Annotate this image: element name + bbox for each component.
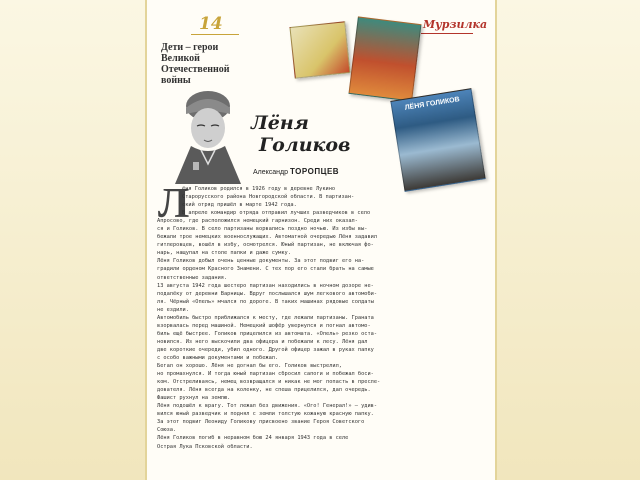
article-body [157,181,483,451]
article-line: ся и Голиков. В село партизаны ворвались поздно ночью. Из избы вы- [157,226,368,233]
article-line: гитлеровцев, вошёл в избу, осмотрелся. Юный партизан, не включая фо- [157,242,374,249]
magazine-name-rule [421,33,473,34]
book-cover-title [362,22,416,29]
article-line: Автомобиль быстро приближался к месту, где лежали партизаны. Граната [157,314,374,321]
article-line: ком. Отстреливаясь, немец возвращался и никак не мог попасть в преслe- [157,379,381,386]
page-number-rule [191,34,239,35]
article-line: Бегал он хорошо. Лёня не догнал бы его. Голиков выстрелил, [157,363,342,370]
article-line: В апреле командир отряда отправил лучших разведчиков в село [182,210,371,217]
article-line: ля. Чёрный «Опель» мчался по дороге. В таких машинах рядовые солдаты [157,298,374,305]
article-line: Апросово, где расположился немецкий гарнизон. Среди них оказал- [157,218,358,225]
right-background-frame [495,0,640,480]
section-title-line: войны [161,75,191,86]
article-line: ответственные задания. [157,274,228,281]
book-cover-title [295,27,341,32]
article-line: Лёня подошёл к врагу. Тот лежал без движения. «Ого! Генерал!» – удив- [157,403,378,410]
article-line: дователя. Лёня всегда на коленку, не спеша прицелился, дал очередь. [157,387,371,394]
book-cover-3 [390,88,485,192]
author-last-name: ТОРОПЦЕВ [289,167,340,176]
page-number: 14 [199,14,223,34]
article-line: две короткие очереди, убил одного. Другой офицер зажал в руках папку [157,346,374,353]
section-title-line: Отечественной [161,64,230,75]
article-line: 13 августа 1942 года шестеро партизан находились в ночном дозоре не- [157,282,374,289]
article-line: Союза. [157,427,177,434]
section-title-line: Дети – герои [161,42,219,53]
article-line: с особо важными документами и побежал. [157,354,279,361]
article-line: Фашист рухнул на землю. [157,395,231,402]
hero-last-name: Голиков [259,134,351,156]
article-line: ский отряд пришёл в марте 1942 года. [182,202,297,209]
article-line: подалёку от деревни Варницы. Вдруг послышался шум легкового автомоби- [157,290,378,297]
article-line: Острая Лука Псковской области. [157,443,253,450]
article-line: ёня Голиков родился в 1926 году в деревне Лукино [182,186,336,192]
left-background-frame [0,0,147,480]
author-byline [253,167,339,176]
article-line: но промахнулся. И тогда юный партизан сбросил сапоги и побежал боси- [157,371,374,378]
article-line: Старорусского района Новгородской области. В партизан- [182,194,355,201]
book-cover-2 [348,16,421,101]
article-line: взорвалась перед машиной. Немецкий шофёр увернулся и погнал автомо- [157,322,371,329]
section-title-line: Великой [161,53,200,64]
article-title [251,112,351,156]
article-line: нарь, нащупал на столе папки и даже сумку. [157,250,291,257]
section-title [161,42,241,86]
drop-cap: Л [158,181,190,227]
book-cover-title: ЛЁНЯ ГОЛИКОВ [404,96,461,112]
article-line: градили орденом Красного Знамени. С тех пор его стали брать на самые [157,266,374,273]
article-line: бежали трое немецких военнослужащих. Автоматной очередью Лёня задавил [157,234,378,241]
article-line: Лёня Голиков добыл очень ценные документы. За этот подвиг его на- [157,258,365,265]
article-line: не ездили. [157,306,189,313]
article-line: вился юный разведчик и поднял с земли толстую кожаную красную папку. [157,411,374,418]
magazine-page [147,0,495,480]
article-line: биль ещё быстрее. Голиков прицелился из автомата. «Опель» резко оста- [157,330,378,337]
hero-first-name: Лёня [251,112,309,134]
author-first-name: Александр [253,169,289,176]
hero-portrait [171,84,245,184]
article-line: Лёня Голиков погиб в неравном бою 24 января 1943 года в селе [157,435,349,442]
magazine-name: Мурзилка [423,18,488,31]
article-line: За этот подвиг Леониду Голикову присвоено звание Героя Советского [157,419,365,426]
article-line: новился. Из него выскочили два офицера и побежали к лесу. Лёня дал [157,338,368,345]
book-cover-1 [289,21,350,79]
